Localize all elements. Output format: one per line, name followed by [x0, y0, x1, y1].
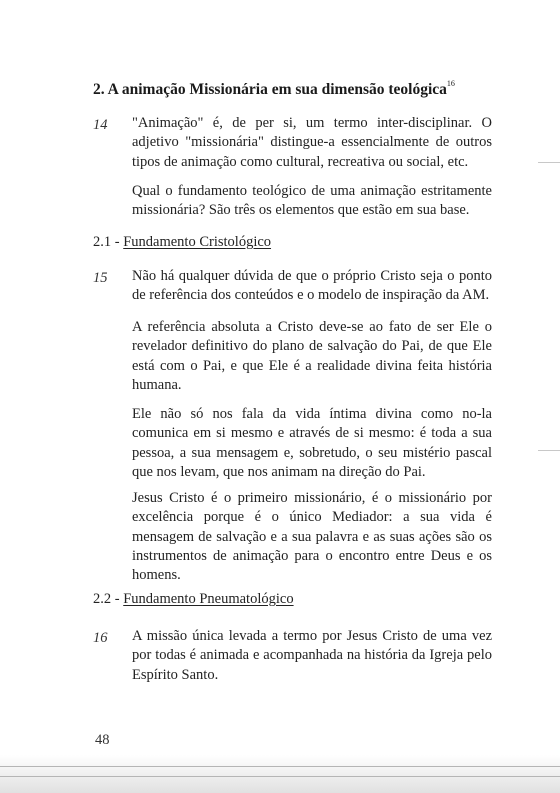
- subsection-title: Fundamento Pneumatológico: [123, 591, 294, 607]
- footnote-reference: 16: [446, 79, 455, 88]
- paragraph: A missão única levada a termo por Jesus Cristo de uma vez por todas é animada e acompanhada na história da Igreja pelo Espírito Santo.: [132, 628, 492, 683]
- paragraph: Jesus Cristo é o primeiro missionário, é o missionário por excelência porque é o único Mediador: a sua vida é mensagem de salvação e a sua palavra e as suas ações são os instrumentos de animação para o encontro entre Deus e os homens.: [132, 490, 492, 584]
- scan-edge-mark: [538, 162, 560, 163]
- paragraph-number: 14: [93, 117, 108, 133]
- paragraph: Não há qualquer dúvida de que o próprio Cristo seja o ponto de referência dos conteúdos e o modelo de inspiração da AM.: [132, 268, 492, 304]
- paragraph: Ele não só nos fala da vida íntima divina como no-la comunica em si mesmo e através de si mesmo: é toda a sua pessoa, a sua mensagem e, sobretudo, o seu mistério pascal que nos levam, que nos animam na direção do Pai.: [132, 406, 492, 480]
- scan-bottom-line: [0, 776, 560, 777]
- scan-edge-mark: [538, 450, 560, 451]
- scan-bottom-line: [0, 766, 560, 767]
- section-heading-text: 2. A animação Missionária em sua dimensão teológica: [93, 81, 447, 99]
- paragraph: A referência absoluta a Cristo deve-se ao fato de ser Ele o revelador definitivo do plano de salvação do Pai, de que Ele está com o Pai, e que Ele é a realidade divina feita história humana.: [132, 319, 492, 393]
- scan-bottom-shadow: [0, 755, 560, 793]
- page-number: 48: [95, 732, 110, 748]
- paragraph-number: 15: [93, 270, 108, 286]
- subsection-heading: [93, 591, 294, 608]
- paragraph-number: 16: [93, 630, 108, 646]
- subsection-heading: [93, 234, 271, 251]
- section-heading: [93, 81, 455, 99]
- paragraph: "Animação" é, de per si, um termo inter-disciplinar. O adjetivo "missionária" distingue-a essencialmente de outros tipos de animação como cultural, recreativa ou social, etc.: [132, 115, 492, 170]
- subsection-prefix: 2.1 -: [93, 234, 124, 250]
- subsection-title: Fundamento Cristológico: [123, 234, 272, 250]
- subsection-prefix: 2.2 -: [93, 591, 124, 607]
- paragraph: Qual o fundamento teológico de uma animação estritamente missionária? São três os elementos que estão em sua base.: [132, 183, 492, 219]
